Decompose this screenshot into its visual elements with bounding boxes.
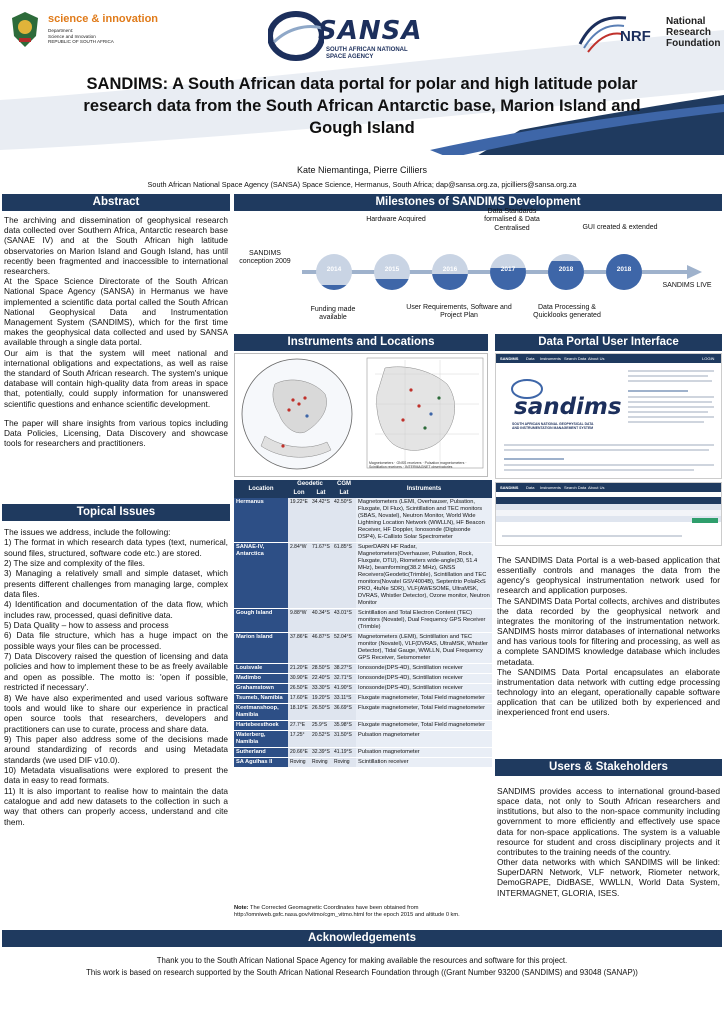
- cell-cgm: 42.50°S: [332, 498, 356, 543]
- search-results-row: [496, 516, 722, 522]
- dsi-name: science & innovation: [48, 13, 159, 25]
- topical-item: 10) Metadata visualisations were explored to present the data in easy to read formats.: [4, 764, 228, 786]
- table-row: [234, 684, 492, 694]
- cell-location: Hartebeesthoek: [234, 721, 288, 731]
- table-row: [234, 748, 492, 758]
- milestone-fill: [316, 285, 352, 290]
- cell-cgm: 31.50°S: [332, 731, 356, 748]
- cell-lon: 20.66°E: [288, 748, 310, 758]
- col-header-geodetic: Geodetic: [288, 480, 332, 489]
- sansa-logo: [268, 6, 428, 66]
- cell-lat: 34.42°S: [310, 498, 332, 543]
- sansa-orbit-icon: [268, 8, 324, 64]
- cell-lat: 40.34°S: [310, 609, 332, 633]
- timeline-start-label: SANDIMS conception 2009: [239, 250, 291, 266]
- portal-text-line: [628, 421, 704, 423]
- portal-nav-item: About Us: [588, 485, 605, 490]
- authors: Kate Niemantinga, Pierre Cilliers: [296, 165, 428, 175]
- portal-search-screenshot: [495, 482, 722, 546]
- portal-nav-item: Instruments: [540, 356, 561, 361]
- milestone-circle: [374, 254, 410, 290]
- cell-instruments: SuperDARN HF Radar, Magnetometers(Overhauser, Pulsation, Rock, Fluxgate, DTU), Riometers wide-angle(30, 51.4 MHz), beamforming(38.2 MHz), GNSS Receivers(Geodetic(Trimble), Scintillation and TEC monitors(Novatel GSV4004B), Septentrio PolaRxS PRO, 4tuNe SDR), VLF(AWESOME, UltraMSK, DVRAS, Whistler Detector), Ozone monitor, Neutron Monitor: [356, 543, 492, 609]
- sandims-logo: sandims: [514, 394, 622, 420]
- col-header-cgm-lat: Lat: [332, 489, 356, 498]
- affiliation: South African National Space Agency (SANSA) Space Science, Hermanus, South Africa; dap@sansa.org.za, pjcilliers@sansa.org.za: [147, 180, 577, 189]
- topical-item: 7) Data Discovery raised the question of licensing and data policies and how to implement these to be as freely available and open as possible. The motto is: 'open if possible, restricted if necessary'.: [4, 651, 228, 693]
- cell-lon: 9.88°W: [288, 609, 310, 633]
- topical-body: [4, 527, 228, 827]
- dsi-subtitle: Department: Science and Innovation REPUBLIC OF SOUTH AFRICA: [48, 28, 114, 44]
- cell-instruments: Ionosonde(DPS-4D), Scintillation receiver: [356, 664, 492, 674]
- nrf-subtitle: National Research Foundation: [666, 16, 721, 49]
- table-row: [234, 633, 492, 664]
- topical-item: 4) Identification and documentation of the data flow, which includes raw, processed, quasi definitive data.: [4, 599, 228, 620]
- topical-item: 5) Data Quality – how to assess and process: [4, 620, 169, 631]
- cell-location: Tsumeb, Namibia: [234, 694, 288, 704]
- table-row: [234, 609, 492, 633]
- cell-lon: 21.20°E: [288, 664, 310, 674]
- cell-lon: 26.50°E: [288, 684, 310, 694]
- ack-line: This work is based on research supported by the South African National Research Foundation through ((Grant Number 93200 (SANDIMS) and 93048 (SANAP)): [86, 968, 638, 977]
- milestone-circle: [432, 254, 468, 290]
- cell-cgm: 33.11°S: [332, 694, 356, 704]
- portal-nav-item: LOGIN: [702, 356, 715, 361]
- cell-location: Keetmanshoop, Namibia: [234, 704, 288, 721]
- milestone-circle: [316, 254, 352, 290]
- col-header-instruments: Instruments: [356, 480, 492, 498]
- topical-item: The issues we address, include the following:: [4, 527, 171, 537]
- cell-lat: 22.40°S: [310, 674, 332, 684]
- milestones-heading: Milestones of SANDIMS Development: [234, 194, 722, 211]
- cell-location: SA Agulhas II: [234, 758, 288, 768]
- instruments-heading: Instruments and Locations: [234, 334, 488, 351]
- topical-item: 1) The format in which research data types (text, numerical, sound files, structured, software code etc.) are stored.: [4, 537, 228, 558]
- portal-text-line: [628, 380, 712, 382]
- cell-lon: 19.22°E: [288, 498, 310, 543]
- users-body: [497, 786, 720, 898]
- abstract-paragraph: At the Space Science Directorate of the South African National Space Agency (SANSA) in Hermanus we have implemented a scientific data portal called the South African National Geophysical Data and Instrumentation Management System (SANDIMS), which for the first time makes the geophysical data collected and used by SANSA available through a single data portal.: [4, 276, 228, 348]
- coat-of-arms-icon: [8, 10, 42, 50]
- portal-text-line: [504, 449, 709, 451]
- abstract-paragraph: Our aim is that the system will meet national and international obligations and expectations, as well as raise the standard of South African research. The system's unique database will contain high-quality data from areas in space that, potentially, could supply information for unanswered scientific questions and enhance scientific development.: [4, 347, 228, 409]
- cell-instruments: Ionosonde(DPS-4D), Scintillation receiver: [356, 674, 492, 684]
- cell-lat: 25.9°S: [310, 721, 332, 731]
- cell-cgm: 36.69°S: [332, 704, 356, 721]
- cell-cgm: 32.71°S: [332, 674, 356, 684]
- portal-text-line: [628, 375, 708, 377]
- milestone-circle: [606, 254, 642, 290]
- cell-location: Grahamstown: [234, 684, 288, 694]
- cell-instruments: Fluxgate magnetometer, Total Field magnetometer: [356, 721, 492, 731]
- portal-nav-item: SANDIMS: [500, 356, 519, 361]
- portal-nav-item: Data: [526, 356, 535, 361]
- cell-lat: 28.50°S: [310, 664, 332, 674]
- portal-text-line: [504, 464, 714, 466]
- topical-heading: Topical Issues: [2, 504, 230, 521]
- portal-heading: Data Portal User Interface: [495, 334, 722, 351]
- abstract-heading: Abstract: [2, 194, 230, 211]
- portal-text-line: [628, 411, 708, 413]
- milestone-year: 2018: [616, 266, 632, 273]
- portal-nav-bar: [496, 354, 721, 363]
- milestone-label: User Requirements, Software and Project Plan: [406, 304, 512, 320]
- cell-cgm: 61.85°S: [332, 543, 356, 609]
- milestone-label: GUI created & extended: [582, 224, 658, 231]
- portal-paragraph: The SANDIMS Data Portal is a web-based application that essentially controls and manages the data from the agency's geophysical instrumentation network used for research and application purposes.: [497, 555, 720, 596]
- cell-lat: 20.52°S: [310, 731, 332, 748]
- portal-text-line: [502, 535, 682, 537]
- cell-lat: 33.30°S: [310, 684, 332, 694]
- milestone-circle: [490, 254, 526, 290]
- milestone-timeline: [234, 208, 722, 330]
- portal-text-line: [628, 416, 714, 418]
- users-heading: Users & Stakeholders: [495, 759, 722, 776]
- topical-item: 2) The size and complexity of the files.: [4, 558, 145, 569]
- abstract-body: [4, 215, 228, 448]
- cell-location: Sutherland: [234, 748, 288, 758]
- table-row: [234, 721, 492, 731]
- cell-lon: 30.90°E: [288, 674, 310, 684]
- portal-text-line: [628, 401, 712, 403]
- milestone-label: Funding made available: [310, 306, 356, 322]
- cell-lon: 18.10°E: [288, 704, 310, 721]
- portal-screenshot: [495, 353, 722, 479]
- cell-instruments: Fluxgate magnetometer, Total Field magnetometer: [356, 694, 492, 704]
- cell-instruments: Pulsation magnetometer: [356, 748, 492, 758]
- table-row: [234, 674, 492, 684]
- milestone-year: 2016: [442, 266, 458, 273]
- portal-description: [497, 555, 720, 718]
- dsi-logo: [8, 10, 178, 52]
- table-row: [234, 758, 492, 768]
- portal-text-line: [504, 458, 564, 460]
- download-button[interactable]: [692, 518, 718, 523]
- table-row: [234, 543, 492, 609]
- cell-instruments: Ionosonde(DPS-4D), Scintillation receiver: [356, 684, 492, 694]
- cell-cgm: 43.01°S: [332, 609, 356, 633]
- station-map-graphic: [235, 354, 487, 476]
- cell-lon: 17.60°E: [288, 694, 310, 704]
- portal-paragraph: The SANDIMS Data Portal collects, archives and distributes the data recorded by the geophysical network and integrates the monitoring of the instrumentation network. SANDIMS hosts mirror databases of international networks and has various tools for filtering and processing, as well as a complete SANDIMS knowledge database which includes metadata.: [497, 595, 720, 667]
- instruments-table: [234, 480, 492, 768]
- portal-nav-item: Search Data: [564, 485, 587, 490]
- portal-text-line: [504, 444, 714, 446]
- portal-text-line: [628, 370, 714, 372]
- table-row: [234, 704, 492, 721]
- abstract-paragraph: The archiving and dissemination of geophysical research data collected over Southern Africa, Antarctic research base (SANAE IV) and at the South African high latitude observatories on Marion Island and Gough Island, has until recently been fragmented and inaccessible to international researchers.: [4, 215, 228, 277]
- col-header-location: Location: [234, 480, 288, 498]
- col-header-lat: Lat: [310, 489, 332, 498]
- table-row: [234, 694, 492, 704]
- cell-location: Waterberg, Namibia: [234, 731, 288, 748]
- milestone-fill: [432, 274, 468, 290]
- col-header-lon: Lon: [288, 489, 310, 498]
- cell-instruments: Fluxgate magnetometer, Total Field magnetometer: [356, 704, 492, 721]
- cell-location: Hermanus: [234, 498, 288, 543]
- ack-heading: Acknowledgements: [2, 930, 722, 947]
- cell-instruments: Magnetometers (LEMI, Overhauser, Pulsation, Fluxgate, DI Flux), Scintillation and TEC monitors (SBAS, Novatel), Neutron Monitor, World Wide Lightning Location Network (WWLLN), HF Beacon Receiver, HF Doppler, Ionosonde (Digisonde DSP4), E-Callisto Solar Spectrometer: [356, 498, 492, 543]
- cell-lon: 17.25°: [288, 731, 310, 748]
- portal-nav-bar: [496, 483, 721, 492]
- cell-location: Madimbo: [234, 674, 288, 684]
- cell-cgm: 41.19°S: [332, 748, 356, 758]
- cell-lon: 37.86°E: [288, 633, 310, 664]
- cell-lon: 2.84°W: [288, 543, 310, 609]
- sansa-wordmark: SANSA: [318, 16, 423, 46]
- table-note: Note: The Corrected Geomagnetic Coordinates have been obtained from http://omniweb.gsfc.nasa.gov/vitmo/cgm_vitmo.html for the epoch 2015 and altitude 0 km.: [234, 905, 460, 918]
- cell-instruments: Magnetometers (LEMI), Scintillation and TEC monitor (Novatel), VLF(DVRAS, UltraMSK, Whistler Detector), Tidal Gauge, WWLLN, Dual Frequency GPS Receiver, Seismometer: [356, 633, 492, 664]
- cell-location: Louisvale: [234, 664, 288, 674]
- cell-instruments: Scintillation and Total Electron Content (TEC) monitors (Novatel), Dual Frequency GPS Receiver (Trimble): [356, 609, 492, 633]
- poster-header: [0, 0, 724, 155]
- users-paragraph: Other data networks with which SANDIMS will be linked: SuperDARN Network, VLF network, Riometer network, DemoGRAPE, DidBASE, WWLLN, World Data System, INTERMAGNET, GLORIA, ISES.: [497, 857, 720, 898]
- portal-text-line: [628, 406, 714, 408]
- sandims-logo-caption: SOUTH AFRICAN NATIONAL GEOPHYSICAL DATA AND INSTRUMENTATION MANAGEMENT SYSTEM: [512, 422, 594, 430]
- cell-location: SANAE-IV, Antarctica: [234, 543, 288, 609]
- topical-item: 11) It is also important to realise how to maintain the data catalogue and add new datasets to the collection in such a way that others can properly access, understand and cite them.: [4, 785, 228, 827]
- users-paragraph: SANDIMS provides access to international ground-based space data, not only to South African researchers and institutions, but also to the non-space community including government to more efficiently and effectively use space data for non-space applications. The system is a valuable resource for student and cross disciplinary projects and it contributes to the training needs of the country.: [497, 786, 720, 857]
- portal-paragraph: The SANDIMS Data Portal encapsulates an elaborate instrumentation data network with cutting edge processing technology into an elegant, operationally capable software application that can be utilized both by experienced and inexperienced front end users.: [497, 666, 720, 718]
- cell-cgm: 52.04°S: [332, 633, 356, 664]
- col-header-cgm: CGM: [332, 480, 356, 489]
- nrf-logo: [578, 12, 721, 62]
- nrf-wordmark: NRF: [620, 28, 651, 45]
- abstract-paragraph: The paper will share insights from various topics including Data Policies, Licensing, Data Discovery and showcase tools for researchers and practitioners.: [4, 417, 228, 449]
- map-legend: Magnetometers · GNSS receivers · Pulsation magnetometers · Scintillation receivers · INTERMAGNET observatories: [369, 461, 467, 469]
- topical-item: 9) This paper also address some of the decisions made around standardizing of records and using Metadata standards (we used DIF v10.0).: [4, 733, 228, 765]
- portal-text-line: [504, 469, 694, 471]
- cell-cgm: Roving: [332, 758, 356, 768]
- cell-lat: 46.87°S: [310, 633, 332, 664]
- cell-lat: Roving: [310, 758, 332, 768]
- cell-lat: 71.67°S: [310, 543, 332, 609]
- cell-lat: 32.39°S: [310, 748, 332, 758]
- portal-nav-item: Search Data: [564, 356, 587, 361]
- milestone-label: Hardware Acquired: [366, 216, 426, 223]
- cell-location: Marion Island: [234, 633, 288, 664]
- milestone-year: 2017: [500, 266, 516, 273]
- ack-line: Thank you to the South African National Space Agency for making available the resources and software for this project.: [156, 956, 568, 965]
- table-row: [234, 498, 492, 543]
- cell-lon: Roving: [288, 758, 310, 768]
- timeline-end-label: SANDIMS LIVE: [662, 282, 712, 289]
- milestone-year: 2014: [326, 266, 342, 273]
- portal-nav-item: Data: [526, 485, 535, 490]
- milestone-circle: [548, 254, 584, 290]
- table-row: [234, 731, 492, 748]
- cell-lon: 27.7°E: [288, 721, 310, 731]
- cell-cgm: 35.98°S: [332, 721, 356, 731]
- portal-nav-item: About Us: [588, 356, 605, 361]
- topical-item: 8) We have also experimented and used various software tools and would like to share our experience in practical open source tools that researchers, developers and practitioners can use to curate, process and share data.: [4, 692, 228, 734]
- ack-body: [0, 955, 724, 979]
- cell-cgm: 41.90°S: [332, 684, 356, 694]
- cell-cgm: 38.27°S: [332, 664, 356, 674]
- cell-lat: 19.20°S: [310, 694, 332, 704]
- topical-item: 3) Managing a relatively small and simple dataset, which presents different challenges from managing large, complex data files.: [4, 568, 228, 600]
- table-note-text: The Corrected Geomagnetic Coordinates have been obtained from http://omniweb.gsfc.nasa.gov/vitmo/cgm_vitmo.html for the epoch 2015 and altitude 0 km.: [234, 905, 460, 918]
- sansa-subtitle: SOUTH AFRICAN NATIONAL SPACE AGENCY: [326, 47, 408, 60]
- portal-text-line: [628, 390, 688, 392]
- milestone-year: 2018: [558, 266, 574, 273]
- table-row: [234, 664, 492, 674]
- instrument-map: [234, 353, 488, 477]
- cell-lat: 26.50°S: [310, 704, 332, 721]
- milestone-label: Data Standards formalised & Data Centralised: [484, 208, 540, 232]
- topical-item: 6) Data file structure, which has a huge impact on the possible ways your files can be processed.: [4, 630, 228, 651]
- milestone-label: Data Processing & Quicklooks generated: [533, 304, 601, 320]
- cell-instruments: Pulsation magnetometer: [356, 731, 492, 748]
- portal-nav-item: SANDIMS: [500, 485, 519, 490]
- poster-title: SANDIMS: A South African data portal for polar and high latitude polar research data from the South African Antarctic base, Marion Island and Gough Island: [83, 75, 641, 137]
- portal-nav-item: Instruments: [540, 485, 561, 490]
- cell-instruments: Scintillation receiver: [356, 758, 492, 768]
- portal-text-line: [628, 396, 714, 398]
- cell-location: Gough Island: [234, 609, 288, 633]
- milestone-year: 2015: [384, 266, 400, 273]
- milestone-fill: [374, 279, 410, 290]
- search-results-header: [496, 497, 722, 504]
